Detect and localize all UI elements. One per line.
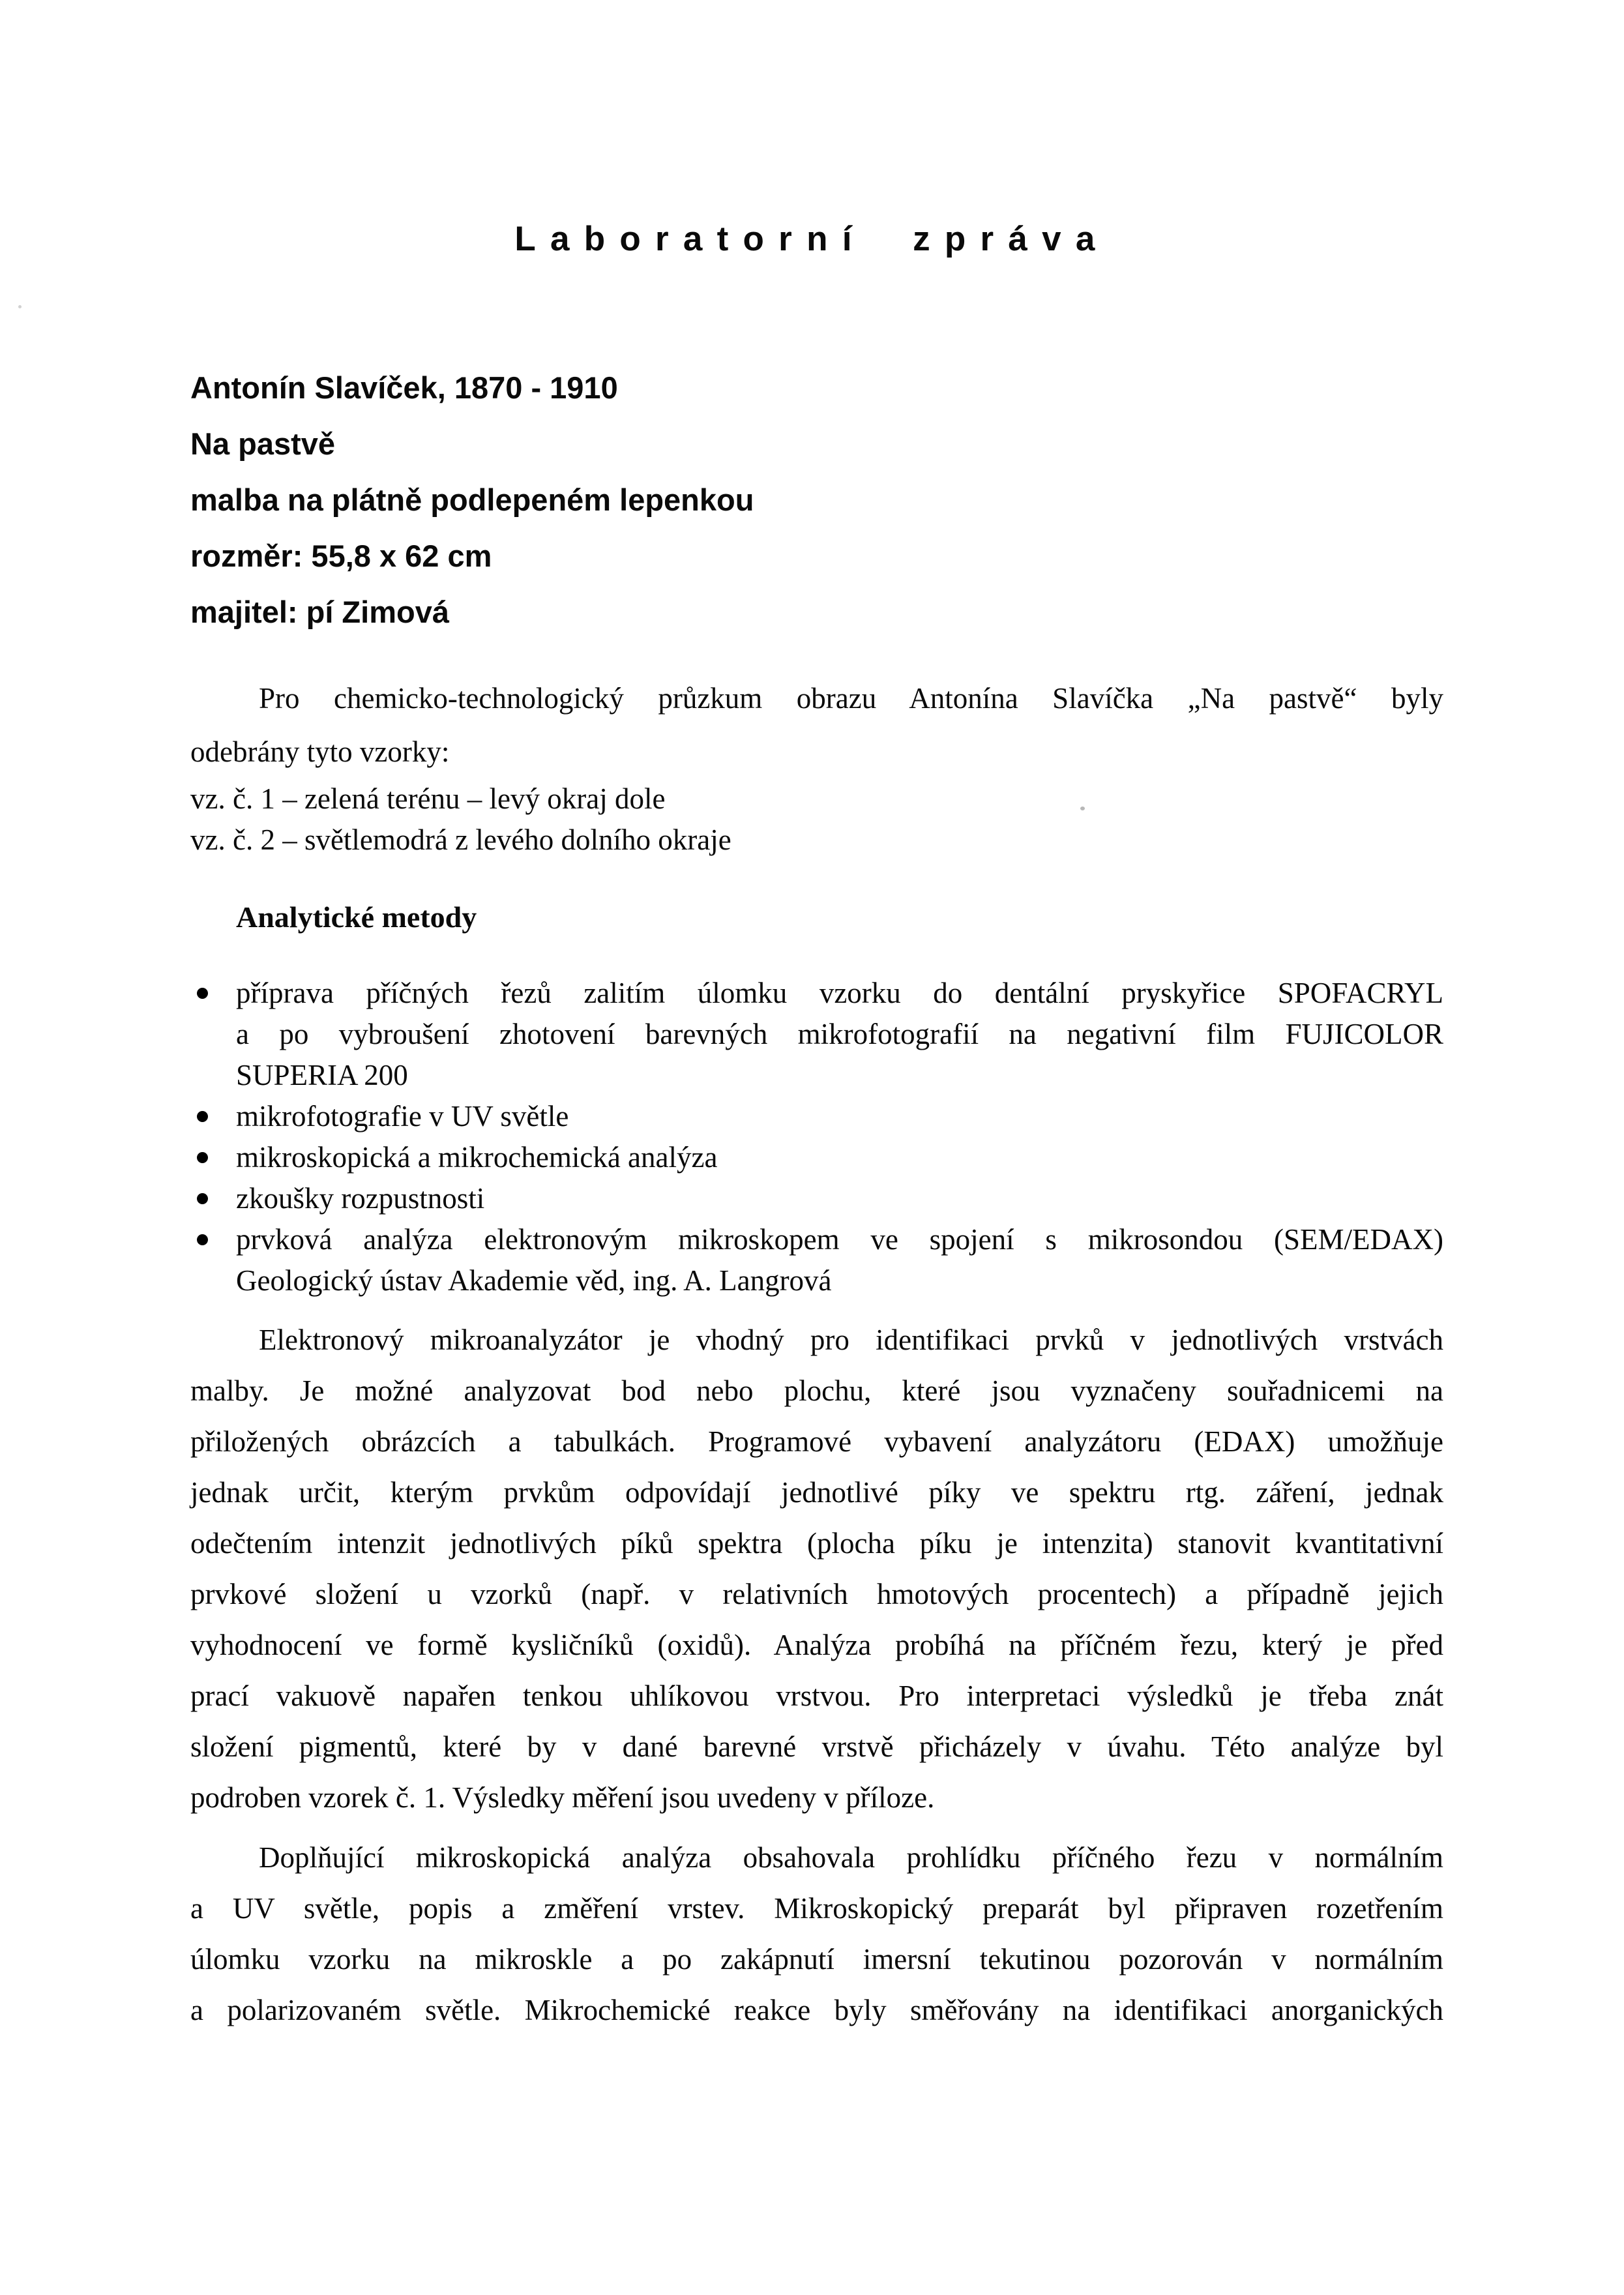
edax-paragraph-line: prací vakuově napařen tenkou uhlíkovou vrstvou. Pro interpretaci výsledků je třeba znát — [190, 1680, 1443, 1712]
bullet-icon — [190, 973, 236, 999]
report-title: Laboratorní zpráva — [514, 220, 1110, 258]
edax-paragraph — [190, 1314, 1443, 1823]
bullet-text — [236, 973, 1443, 1096]
technique-line: malba na plátně podlepeném lepenkou — [190, 482, 754, 517]
edax-paragraph-line: odečtením intenzit jednotlivých píků spektra (plocha píku je intenzita) stanovit kvantitativní — [190, 1527, 1443, 1560]
artist-line: Antonín Slavíček, 1870 - 1910 — [190, 370, 618, 405]
bullet-item — [190, 1137, 1443, 1178]
artwork-header-block — [190, 360, 754, 640]
bullet-line: mikroskopická a mikrochemická analýza — [236, 1141, 718, 1174]
bullet-line: mikrofotografie v UV světle — [236, 1100, 569, 1133]
edax-paragraph-line: vyhodnocení ve formě kysličníků (oxidů). Analýza probíhá na příčném řezu, který je před — [190, 1629, 1443, 1661]
scan-speck — [18, 305, 22, 308]
edax-paragraph-line: přiložených obrázcích a tabulkách. Programové vybavení analyzátoru (EDAX) umožňuje — [190, 1425, 1443, 1458]
methods-heading: Analytické metody — [236, 900, 477, 934]
bullet-text — [236, 1096, 1443, 1137]
bullet-item — [190, 1219, 1443, 1301]
bullet-icon — [190, 1219, 236, 1245]
bullet-line: prvková analýza elektronovým mikroskopem ve spojení s mikrosondou (SEM/EDAX) — [236, 1223, 1443, 1256]
artwork-title-line: Na pastvě — [190, 426, 336, 461]
bullet-icon — [190, 1178, 236, 1204]
bullet-text — [236, 1137, 1443, 1178]
micro-paragraph-line: a UV světle, popis a změření vrstev. Mikroskopický preparát byl připraven rozetřením — [190, 1892, 1443, 1925]
microscopy-paragraph — [190, 1832, 1443, 2036]
edax-paragraph-line: složení pigmentů, které by v dané barevné vrstvě přicházely v úvahu. Této analýze byl — [190, 1730, 1443, 1763]
owner-line: majitel: pí Zimová — [190, 595, 449, 629]
micro-paragraph-line: Doplňující mikroskopická analýza obsahovala prohlídku příčného řezu v normálním — [259, 1841, 1443, 1874]
bullet-text — [236, 1178, 1443, 1219]
edax-paragraph-line: podroben vzorek č. 1. Výsledky měření jsou uvedeny v příloze. — [190, 1781, 935, 1814]
edax-paragraph-line: prvkové složení u vzorků (např. v relativních hmotových procentech) a případně jejich — [190, 1578, 1443, 1610]
methods-bullet-list — [190, 973, 1443, 1301]
dimensions-line: rozměr: 55,8 x 62 cm — [190, 539, 492, 573]
scan-speck — [1080, 807, 1085, 810]
bullet-line: SUPERIA 200 — [236, 1059, 408, 1091]
bullet-icon — [190, 1096, 236, 1122]
sample-line: vz. č. 2 – světlemodrá z levého dolního okraje — [190, 823, 731, 856]
intro-line: odebrány tyto vzorky: — [190, 735, 450, 768]
bullet-item — [190, 1178, 1443, 1219]
bullet-line: příprava příčných řezů zalitím úlomku vzorku do dentální pryskyřice SPOFACRYL — [236, 977, 1443, 1009]
sample-list — [190, 778, 1443, 861]
bullet-icon — [190, 1137, 236, 1163]
edax-paragraph-line: Elektronový mikroanalyzátor je vhodný pro identifikaci prvků v jednotlivých vrstvách — [259, 1324, 1443, 1356]
intro-paragraph — [190, 672, 1443, 778]
edax-paragraph-line: malby. Je možné analyzovat bod nebo plochu, které jsou vyznačeny souřadnicemi na — [190, 1374, 1443, 1407]
bullet-item — [190, 1096, 1443, 1137]
edax-paragraph-line: jednak určit, kterým prvkům odpovídají jednotlivé píky ve spektru rtg. záření, jednak — [190, 1476, 1443, 1509]
bullet-line: zkoušky rozpustnosti — [236, 1182, 485, 1215]
bullet-text — [236, 1219, 1443, 1301]
micro-paragraph-line: úlomku vzorku na mikroskle a po zakápnutí imersní tekutinou pozorován v normálním — [190, 1943, 1443, 1976]
bullet-line: a po vybroušení zhotovení barevných mikrofotografií na negativní film FUJICOLOR — [236, 1018, 1443, 1050]
sample-line: vz. č. 1 – zelená terénu – levý okraj dole — [190, 782, 666, 815]
bullet-item — [190, 973, 1443, 1096]
bullet-line: Geologický ústav Akademie věd, ing. A. Langrová — [236, 1264, 832, 1297]
micro-paragraph-line: a polarizovaném světle. Mikrochemické reakce byly směřovány na identifikaci anorganických — [190, 1994, 1443, 2026]
intro-line: Pro chemicko-technologický průzkum obrazu Antonína Slavíčka „Na pastvě“ byly — [259, 682, 1443, 715]
